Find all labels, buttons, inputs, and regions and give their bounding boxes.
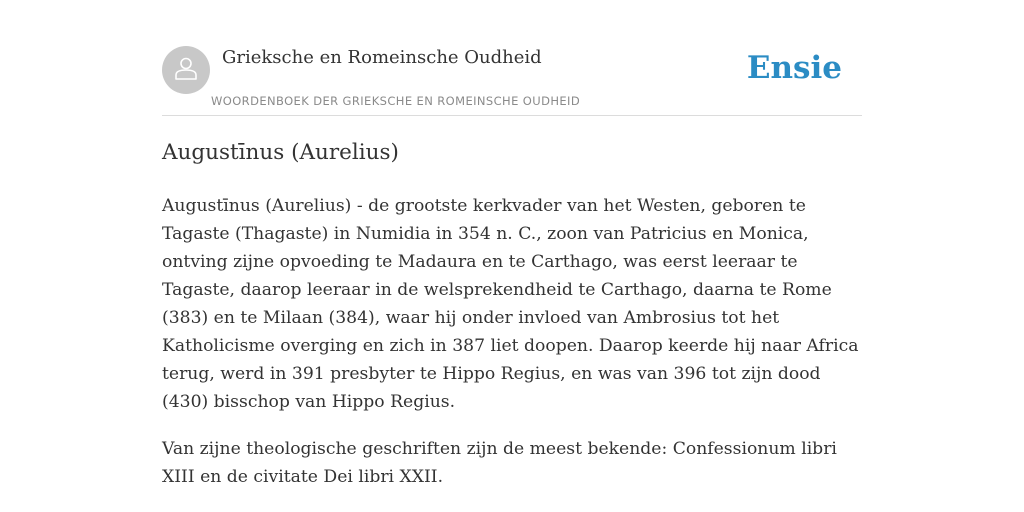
user-icon: [173, 55, 199, 86]
header: [162, 46, 862, 116]
source-title[interactable]: Grieksche en Romeinsche Oudheid: [222, 47, 542, 68]
source-subtitle: WOORDENBOEK DER GRIEKSCHE EN ROMEINSCHE OUDHEID: [211, 94, 581, 108]
brand-logo[interactable]: Ensie: [746, 50, 842, 86]
avatar[interactable]: [162, 46, 210, 94]
divider: [162, 115, 862, 116]
entry-paragraph: Augustīnus (Aurelius) - de grootste kerkvader van het Westen, geboren te Tagaste (Thagaste) in Numidia in 354 n. C., zoon van Patricius en Monica, ontving zijne opvoeding te Madaura en te Carthago, was eerst leeraar te Tagaste, daarop leeraar in de welsprekendheid te Carthago, daarna te Rome (383) en te Milaan (384), waar hij onder invloed van Ambrosius tot het Katholicisme overging en zich in 387 liet doopen. Daarop keerde hij naar Africa terug, werd in 391 presbyter te Hippo Regius, en was van 396 tot zijn dood (430) bisschop van Hippo Regius.: [162, 196, 859, 412]
entry-title: Augustīnus (Aurelius): [162, 140, 399, 165]
entry-paragraph: Van zijne theologische geschriften zijn de meest bekende: Confessionum libri XIII en de civitate Dei libri XXII.: [162, 439, 837, 487]
